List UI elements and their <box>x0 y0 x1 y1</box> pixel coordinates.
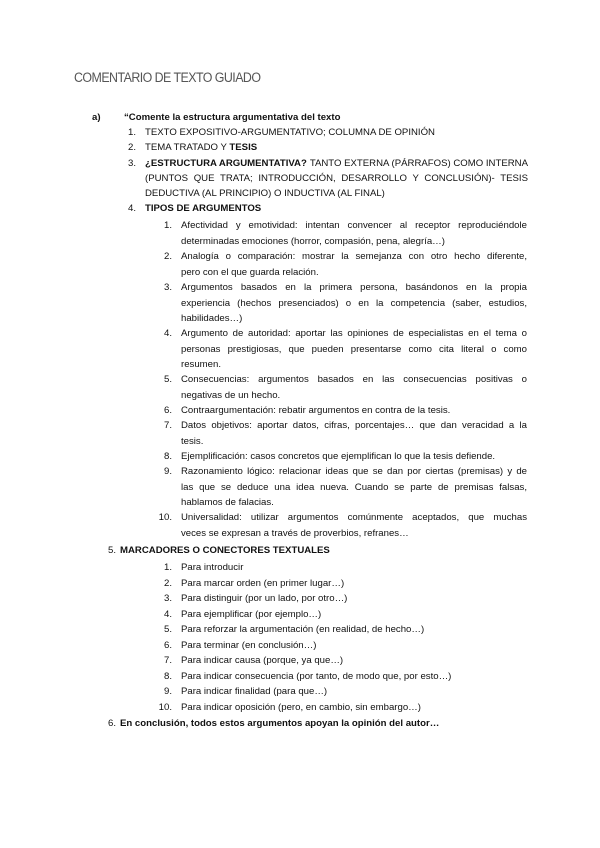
marker-item-number: 7. <box>163 655 172 666</box>
section-5-number: 5. <box>107 545 116 556</box>
marker-item: Para introducir <box>181 562 244 573</box>
argument-item-line: Datos objetivos: aportar datos, cifras, porcentajes… que dan veracidad a la <box>181 420 527 431</box>
argument-item-number: 10. <box>158 512 172 523</box>
argument-item-line: experiencia (hechos presenciados) o en la competencia (saber, estudios, <box>181 297 527 309</box>
marker-item: Para reforzar la argumentación (en realidad, de hecho…) <box>181 624 425 635</box>
argument-item-number: 3. <box>163 282 172 293</box>
argument-item-line: Afectividad y emotividad: intentan convencer al receptor reproduciéndole <box>181 220 527 231</box>
marker-item: Para terminar (en conclusión…) <box>181 639 317 651</box>
list-item-number: 4. <box>127 203 136 214</box>
argument-item-line: Razonamiento lógico: relacionar ideas que se dan por ciertas (premisas) y de <box>181 466 527 477</box>
marker-item-number: 5. <box>163 624 172 635</box>
argument-item-line: personas prestigiosas, que pueden presentarse como cita literal o como <box>181 343 527 355</box>
section-6-number: 6. <box>107 718 116 729</box>
marker-item: Para ejemplificar (por ejemplo…) <box>181 608 322 620</box>
list-item-line: (PUNTOS QUE TRATA; INTRODUCCIÓN, DESARROLLO Y CONCLUSIÓN)- TESIS <box>145 173 528 184</box>
argument-item-number: 1. <box>163 220 172 231</box>
argument-item-line: resumen. <box>181 359 221 370</box>
section-5-heading: MARCADORES O CONECTORES TEXTUALES <box>120 545 330 556</box>
marker-item-number: 10. <box>158 701 172 713</box>
argument-item-line: Argumento de autoridad: aportar las opiniones de especialistas en el tema o <box>181 328 527 339</box>
argument-item-number: 7. <box>163 420 172 431</box>
marker-item: Para marcar orden (en primer lugar…) <box>181 577 345 589</box>
argument-item-number: 4. <box>163 328 172 339</box>
list-item-number: 2. <box>127 142 136 153</box>
argument-item-line: hablamos de falacias. <box>181 497 274 508</box>
argument-item-line: tesis. <box>181 435 204 447</box>
marker-item-number: 9. <box>163 686 172 697</box>
marker-item: Para indicar finalidad (para que…) <box>181 686 328 697</box>
list-item-text: TEMA TRATADO Y <box>145 142 230 153</box>
argument-item-line: Contraargumentación: rebatir argumentos en contra de la tesis. <box>181 405 451 416</box>
section-6-text: En conclusión, todos estos argumentos apoyan la opinión del autor… <box>120 718 440 729</box>
argument-item-line: Universalidad: utilizar argumentos comúnmente aceptados, que muchas <box>181 512 527 523</box>
marker-item: Para indicar consecuencia (por tanto, de modo que, por esto…) <box>181 670 452 682</box>
marker-item-number: 8. <box>163 670 172 682</box>
argument-item-line: Ejemplificación: casos concretos que ejemplifican lo que la tesis defiende. <box>181 451 496 462</box>
marker-item: Para distinguir (por un lado, por otro…) <box>181 593 348 604</box>
list-item-number: 1. <box>127 127 136 138</box>
argument-item-line: las que se deduce una idea nueva. Cuando se parte de premisas falsas, <box>181 481 527 493</box>
section-a-heading: “Comente la estructura argumentativa del texto <box>124 112 341 123</box>
list-item <box>145 140 257 155</box>
list-item-bold: TESIS <box>229 142 258 153</box>
list-item-number: 3. <box>127 158 136 169</box>
argument-item-number: 8. <box>163 451 172 462</box>
marker-item-number: 4. <box>163 608 172 620</box>
argument-item-line: Consecuencias: argumentos basados en las consecuencias positivas o <box>181 374 527 385</box>
marker-item: Para indicar causa (porque, ya que…) <box>181 655 344 666</box>
section-a-marker: a) <box>92 112 101 123</box>
marker-item-number: 6. <box>163 639 172 651</box>
argument-item-line: habilidades…) <box>181 313 243 324</box>
argument-item-number: 6. <box>163 405 172 416</box>
list-item-text: TANTO EXTERNA (PÁRRAFOS) COMO INTERNA <box>309 158 528 169</box>
list-item-line: DEDUCTIVA (AL PRINCIPIO) O INDUCTIVA (AL FINAL) <box>145 188 385 199</box>
marker-item-number: 1. <box>163 562 172 573</box>
argument-item-line: negativas de un hecho. <box>181 389 281 401</box>
argument-item-line: veces se expresan a través de proverbios, refranes… <box>181 527 409 539</box>
argument-item-line: Argumentos basados en la primera persona, basándonos en la propia <box>181 282 527 293</box>
marker-item: Para indicar oposición (pero, en cambio, sin embargo…) <box>181 701 421 713</box>
argument-item-number: 2. <box>163 251 172 262</box>
argument-item-line: Analogía o comparación: mostrar la semejanza con otro hecho diferente, <box>181 251 527 262</box>
list-item <box>145 156 528 171</box>
argument-item-line: determinadas emociones (horror, compasión, pena, alegría…) <box>181 235 445 247</box>
list-item-bold: ¿ESTRUCTURA ARGUMENTATIVA? <box>145 158 307 169</box>
subsection-heading: TIPOS DE ARGUMENTOS <box>145 203 262 214</box>
argument-item-number: 9. <box>163 466 172 477</box>
marker-item-number: 2. <box>163 577 172 589</box>
argument-item-line: pero con el que guarda relación. <box>181 266 319 278</box>
argument-item-number: 5. <box>163 374 172 385</box>
list-item: TEXTO EXPOSITIVO-ARGUMENTATIVO; COLUMNA DE OPINIÓN <box>145 127 435 138</box>
marker-item-number: 3. <box>163 593 172 604</box>
document-title: COMENTARIO DE TEXTO GUIADO <box>74 70 261 85</box>
